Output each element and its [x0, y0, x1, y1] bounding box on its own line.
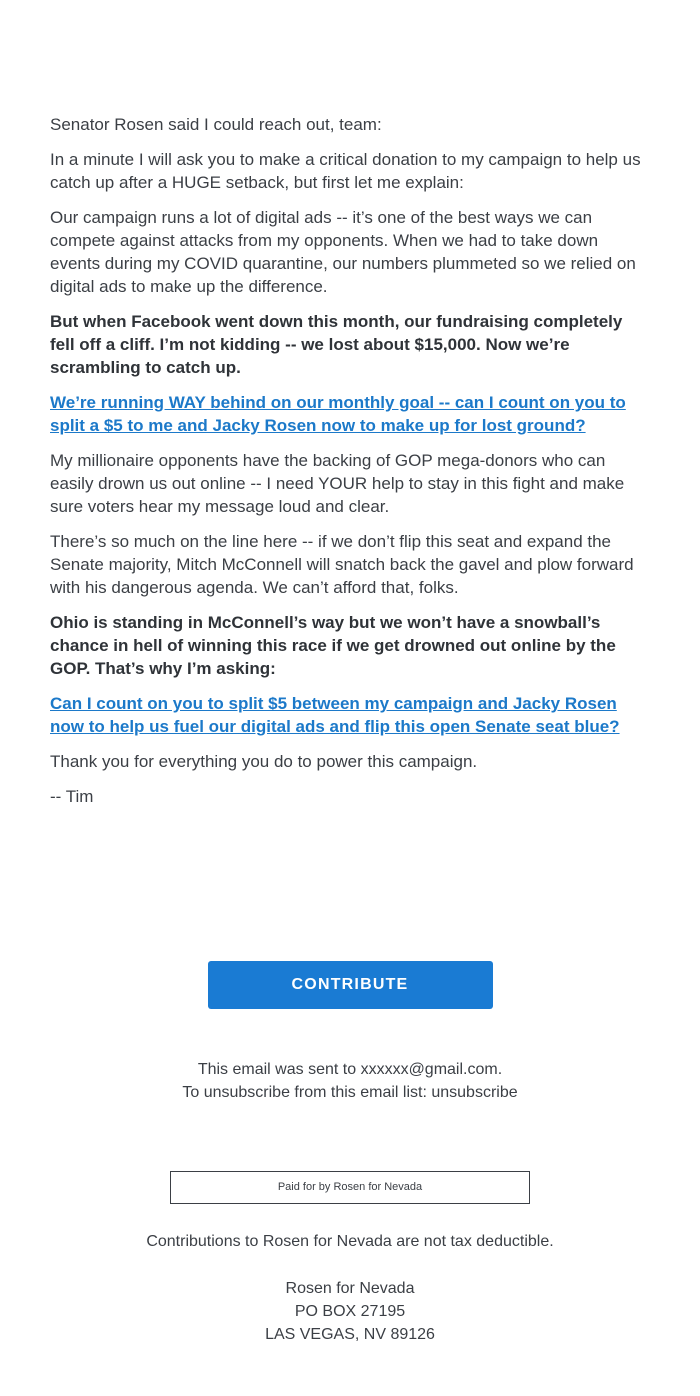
donate-link-senate-seat[interactable]: Can I count on you to split $5 between my campaign and Jacky Rosen now to help us fuel our digital ads and flip this open Senate seat blue? — [50, 694, 620, 736]
paragraph-opponents: My millionaire opponents have the backing of GOP mega-donors who can easily drown us out online -- I need YOUR help to stay in this fight and make sure voters hear my message loud and clear. — [50, 451, 625, 516]
unsubscribe-line — [0, 1081, 700, 1104]
address-po-box: PO BOX 27195 — [294, 1303, 406, 1320]
cta-container — [0, 961, 700, 1009]
address-name: Rosen for Nevada — [285, 1280, 415, 1297]
unsubscribe-link[interactable]: unsubscribe — [431, 1084, 518, 1101]
paragraph-thanks: Thank you for everything you do to power this campaign. — [50, 752, 478, 771]
sent-to-prefix: This email was sent to — [197, 1061, 361, 1078]
signature: -- Tim — [50, 787, 94, 806]
paragraph-digital-ads: Our campaign runs a lot of digital ads -- it’s one of the best ways we can compete against attacks from my opponents. When we had to take down events during my COVID quarantine, our numbers plummeted so we relied on digital ads to make up the difference. — [50, 208, 636, 296]
contribute-button[interactable]: CONTRIBUTE — [208, 961, 493, 1009]
footer-notice — [0, 1058, 700, 1104]
email-body — [50, 113, 650, 820]
donate-link-monthly-goal[interactable]: We’re running WAY behind on our monthly goal -- can I count on you to split a $5 to me and Jacky Rosen now to make up for lost ground? — [50, 393, 626, 435]
paragraph-senate-majority: There’s so much on the line here -- if we don’t flip this seat and expand the Senate majority, Mitch McConnell will snatch back the gavel and plow forward with his dangerous agenda. We can’t afford that, folks. — [50, 532, 634, 597]
address-city: LAS VEGAS, NV 89126 — [265, 1326, 435, 1343]
sent-to-suffix: . — [497, 1061, 503, 1078]
ask-paragraph-1 — [50, 391, 650, 437]
ask-paragraph-2 — [50, 692, 650, 738]
paragraph-intro: In a minute I will ask you to make a critical donation to my campaign to help us catch up after a HUGE setback, but first let me explain: — [50, 150, 641, 192]
unsubscribe-prefix: To unsubscribe from this email list: — [182, 1084, 432, 1101]
greeting: Senator Rosen said I could reach out, team: — [50, 115, 382, 134]
paragraph-facebook-bold: But when Facebook went down this month, our fundraising completely fell off a cliff. I’m not kidding -- we lost about $15,000. Now we’re scrambling to catch up. — [50, 312, 623, 377]
paid-for-disclaimer: Paid for by Rosen for Nevada — [170, 1171, 530, 1204]
sent-to-line — [0, 1058, 700, 1081]
tax-notice: Contributions to Rosen for Nevada are not tax deductible. — [146, 1233, 554, 1250]
recipient-email: xxxxxx@gmail.com — [360, 1061, 498, 1078]
paragraph-ohio-bold: Ohio is standing in McConnell’s way but we won’t have a snowball’s chance in hell of winning this race if we get drowned out online by the GOP. That’s why I’m asking: — [50, 613, 616, 678]
mailing-address — [0, 1277, 700, 1346]
